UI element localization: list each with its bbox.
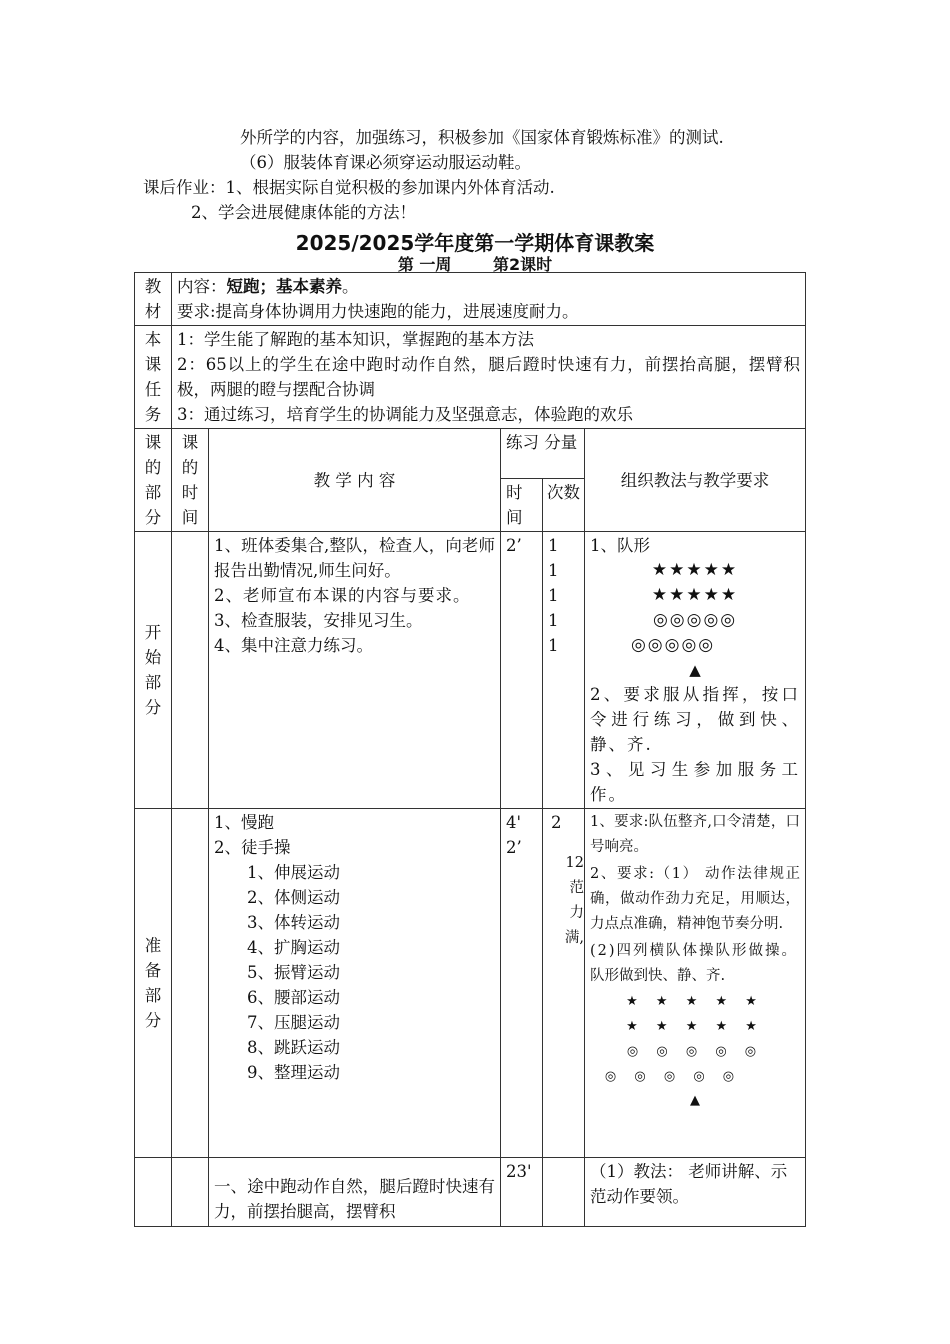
- prep-req-2: 2、要求:（1） 动作法律规正确，做动作劲力充足，用顺达，力点点准确，精神饱节奏分明.: [590, 866, 801, 932]
- start-item: 3、检查服装，安排见习生。: [214, 611, 423, 630]
- exercise-item: 2、体侧运动: [247, 888, 340, 907]
- task-item: 3：通过练习，培育学生的协调能力及坚强意志，体验跑的欢乐: [177, 405, 633, 424]
- start-req-3: 3、见习生参加服务工作。: [590, 760, 801, 804]
- material-cell: 内容：短跑；基本素养。 要求:提高身体协调用力快速跑的能力，进展速度耐力。: [172, 273, 806, 326]
- exercise-item: 9、整理运动: [247, 1063, 340, 1082]
- header-amount: 练习 分量: [501, 429, 585, 479]
- start-content: [209, 532, 501, 809]
- start-label: 开始部分: [135, 532, 172, 809]
- page-title: 2025/2025学年度第一学期体育课教案: [295, 231, 655, 255]
- exercise-item: 5、振臂运动: [247, 963, 340, 982]
- header-amount-count: 次数: [543, 479, 585, 532]
- prep-req-1: 1、要求:队伍整齐,口令清楚，口号响亮。: [590, 814, 801, 855]
- basic-minutes: 23': [501, 1158, 543, 1227]
- continued-text-line: 外所学的内容，加强练习，积极参加《国家体育锻炼标准》的测试.: [240, 128, 724, 147]
- tasks-label: 本课任务: [135, 326, 172, 429]
- lesson-label: 第2课时: [493, 255, 553, 274]
- start-item: 2、老师宣布本课的内容与要求。: [214, 586, 471, 605]
- start-org: [585, 532, 806, 809]
- clothing-requirement: （6）服装体育课必须穿运动服运动鞋。: [240, 153, 531, 172]
- tasks-row: [135, 326, 806, 429]
- homework-line-2: 2、学会进展健康体能的方法！: [191, 203, 416, 222]
- week-label: 第 一周: [397, 255, 452, 274]
- material-requirement: 要求:提高身体协调用力快速跑的能力，进展速度耐力。: [177, 302, 579, 321]
- prep-section-row: [135, 809, 806, 1158]
- material-label: 教材: [135, 273, 172, 326]
- exercise-item: 7、压腿运动: [247, 1013, 340, 1032]
- prep-item: 1、慢跑: [214, 813, 274, 832]
- header-part: 课的部分: [135, 429, 172, 532]
- basic-section-row: [135, 1158, 806, 1227]
- prep-time-cell: [172, 809, 209, 1158]
- material-content: 短跑；基本素养: [226, 277, 342, 296]
- prep-content: [209, 809, 501, 1158]
- tasks-cell: [172, 326, 806, 429]
- start-item: 4、集中注意力练习。: [214, 636, 373, 655]
- teacher-marker-icon: ▲: [690, 1093, 701, 1108]
- student-row-stars: ★★★★★: [651, 585, 739, 605]
- header-amount-time: 时间: [501, 479, 543, 532]
- header-org: 组织教法与教学要求: [585, 429, 806, 532]
- task-item: 2：65以上的学生在途中跑时动作自然，腿后蹬时快速有力，前摆抬高腿，摆臂积极，两腿的瞪与摆配合协调: [177, 355, 801, 399]
- teacher-marker-icon: ▲: [689, 661, 701, 679]
- homework-line-1: 课后作业：1、根据实际自觉积极的参加课内外体育活动.: [143, 178, 555, 197]
- basic-time-cell: [172, 1158, 209, 1227]
- student-row-circles: ◎◎◎◎◎: [652, 610, 738, 630]
- basic-org: （1）教法： 老师讲解、示范动作要领。: [585, 1158, 806, 1227]
- exercise-item: 8、跳跃运动: [247, 1038, 340, 1057]
- student-row-circles: ◎ ◎ ◎ ◎ ◎: [604, 1069, 742, 1084]
- start-time-cell: [172, 532, 209, 809]
- header-row: [135, 429, 806, 479]
- prep-counts: 2 12 范 力 满,: [543, 809, 585, 1158]
- prep-item: 2、徒手操: [214, 838, 291, 857]
- student-row-circles: ◎◎◎◎◎: [630, 635, 716, 655]
- basic-content: 一、途中跑动作自然，腿后蹬时快速有力，前摆抬腿高，摆臂积: [209, 1158, 501, 1227]
- header-content: 教 学 内 容: [209, 429, 501, 532]
- start-req-2: 2、要求服从指挥，按口令进行练习，做到快、静、齐.: [590, 685, 801, 754]
- task-item: 1：学生能了解跑的基本知识，掌握跑的基本方法: [177, 330, 534, 349]
- material-row: [135, 273, 806, 326]
- start-minutes: 2’: [501, 532, 543, 809]
- formation-title: 1、队形: [590, 536, 650, 555]
- exercise-item: 4、扩胸运动: [247, 938, 340, 957]
- prep-label: 准备部分: [135, 809, 172, 1158]
- prep-req-3: (2)四列横队体操队形做操。: [590, 943, 799, 959]
- student-row-stars: ★★★★★: [651, 560, 739, 580]
- exercise-item: 3、体转运动: [247, 913, 340, 932]
- prep-req-4: 队形做到快、静、齐.: [590, 968, 726, 984]
- exercise-item: 6、腰部运动: [247, 988, 340, 1007]
- lesson-plan-table: [134, 272, 806, 1227]
- student-row-stars: ★ ★ ★ ★ ★: [626, 994, 764, 1009]
- exercise-item: 1、伸展运动: [247, 863, 340, 882]
- start-item: 1、班体委集合,整队，检查人，向老师报告出勤情况,师生问好。: [214, 536, 495, 580]
- basic-label: [135, 1158, 172, 1227]
- student-row-circles: ◎ ◎ ◎ ◎ ◎: [626, 1044, 764, 1059]
- start-counts: 1 1 1 1 1: [543, 532, 585, 809]
- prep-org: [585, 809, 806, 1158]
- student-row-stars: ★ ★ ★ ★ ★: [626, 1019, 764, 1034]
- basic-counts: [543, 1158, 585, 1227]
- prep-minutes: 4' 2’: [501, 809, 543, 1158]
- header-time: 课的时间: [172, 429, 209, 532]
- start-section-row: [135, 532, 806, 809]
